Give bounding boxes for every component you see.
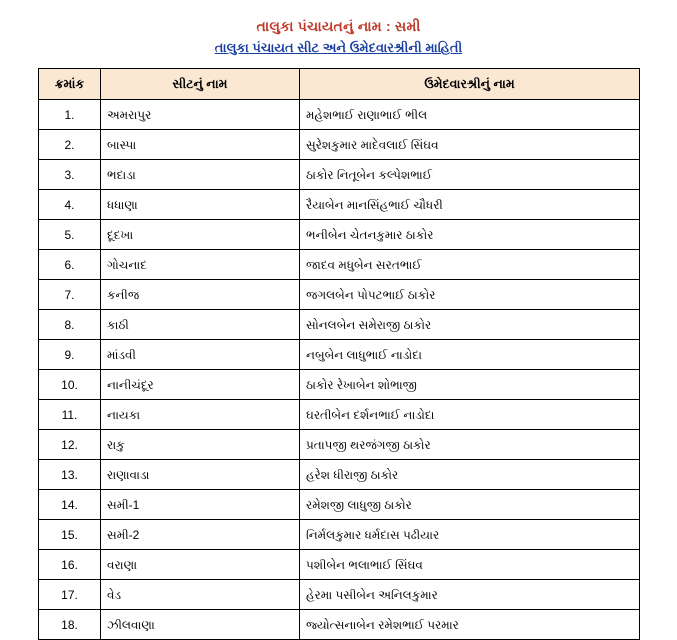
cell-serial: 1. — [39, 100, 101, 130]
table-row — [39, 550, 640, 580]
cell-serial: 16. — [39, 550, 101, 580]
cell-seat: કનીજ — [101, 280, 300, 310]
cell-seat: વેડ — [101, 580, 300, 610]
cell-candidate: મહેશભાઈ રાણાભાઈ ભીલ — [300, 100, 640, 130]
table-row — [39, 220, 640, 250]
cell-serial: 2. — [39, 130, 101, 160]
table-row — [39, 310, 640, 340]
cell-candidate: ઘરતીબેન દર્શનભાઈ નાડોદા — [300, 400, 640, 430]
table-row — [39, 490, 640, 520]
candidates-table — [38, 68, 640, 640]
table-header-row — [39, 69, 640, 100]
cell-seat: રાકુ — [101, 430, 300, 460]
cell-seat: ગોચનાદ — [101, 250, 300, 280]
cell-seat: અમરાપુર — [101, 100, 300, 130]
page-subtitle: તાલુકા પંચાયત સીટ અને ઉમેદવારશ્રીની માહિતી — [214, 40, 463, 55]
cell-serial: 6. — [39, 250, 101, 280]
cell-serial: 9. — [39, 340, 101, 370]
column-header-seat: સીટનું નામ — [101, 69, 300, 100]
cell-seat: ઝીલવાણા — [101, 610, 300, 640]
cell-serial: 14. — [39, 490, 101, 520]
cell-serial: 13. — [39, 460, 101, 490]
table-body — [39, 100, 640, 640]
cell-serial: 15. — [39, 520, 101, 550]
cell-serial: 5. — [39, 220, 101, 250]
cell-candidate: ભનીબેન ચેતનકુમાર ઠાકોર — [300, 220, 640, 250]
cell-serial: 17. — [39, 580, 101, 610]
cell-serial: 12. — [39, 430, 101, 460]
cell-seat: માંડવી — [101, 340, 300, 370]
cell-candidate: ઠાકોર રેખાબેન શોભાજી — [300, 370, 640, 400]
cell-candidate: નબુબેન લાધુભાઈ નાડોદા — [300, 340, 640, 370]
cell-candidate: હરેશ ધીરાજી ઠાકોર — [300, 460, 640, 490]
cell-candidate: સુરેશકુમાર માદેવલાઈ સિંઘવ — [300, 130, 640, 160]
table-row — [39, 610, 640, 640]
table-row — [39, 280, 640, 310]
cell-serial: 4. — [39, 190, 101, 220]
table-row — [39, 190, 640, 220]
cell-candidate: જ્યોત્સનાબેન રમેશભાઈ પરમાર — [300, 610, 640, 640]
cell-candidate: હેરમા પસીબેન અનિલકુમાર — [300, 580, 640, 610]
cell-seat: સમી-1 — [101, 490, 300, 520]
cell-serial: 7. — [39, 280, 101, 310]
cell-seat: બાસ્પા — [101, 130, 300, 160]
table-row — [39, 520, 640, 550]
table-row — [39, 460, 640, 490]
cell-candidate: જગલબેન પોપટભાઈ ઠાકોર — [300, 280, 640, 310]
cell-candidate: પ્રતાપજી થરજંગજી ઠાકોર — [300, 430, 640, 460]
cell-seat: નાયકા — [101, 400, 300, 430]
table-header — [39, 69, 640, 100]
cell-seat: નાનીચંદૂર — [101, 370, 300, 400]
cell-seat: ભદાડા — [101, 160, 300, 190]
cell-seat: દૂદખા — [101, 220, 300, 250]
cell-candidate: નિર્મલકુમાર ધર્મદાસ પઢીયાર — [300, 520, 640, 550]
cell-candidate: ઠાકોર નિતૂબેન કલ્પેશભાઈ — [300, 160, 640, 190]
cell-seat: વરાણા — [101, 550, 300, 580]
cell-serial: 10. — [39, 370, 101, 400]
cell-serial: 3. — [39, 160, 101, 190]
table-row — [39, 400, 640, 430]
table-row — [39, 580, 640, 610]
cell-serial: 18. — [39, 610, 101, 640]
cell-serial: 8. — [39, 310, 101, 340]
cell-seat: રાણાવાડા — [101, 460, 300, 490]
cell-candidate: રમેશજી લાધુજી ઠાકોર — [300, 490, 640, 520]
table-row — [39, 160, 640, 190]
cell-candidate: પશીબેન ભલાભાઈ સિંઘવ — [300, 550, 640, 580]
cell-candidate: સોનલબેન સમેરાજી ઠાકોર — [300, 310, 640, 340]
cell-seat: સમી-2 — [101, 520, 300, 550]
page-title: તાલુકા પંચાયતનું નામ : સમી — [256, 18, 421, 34]
table-row — [39, 430, 640, 460]
table-row — [39, 340, 640, 370]
cell-seat: કાઠી — [101, 310, 300, 340]
table-row — [39, 250, 640, 280]
cell-serial: 11. — [39, 400, 101, 430]
cell-candidate: રૈયાબેન માનસિંહભાઈ ચૌધરી — [300, 190, 640, 220]
table-row — [39, 100, 640, 130]
cell-seat: ધધાણા — [101, 190, 300, 220]
table-row — [39, 130, 640, 160]
column-header-candidate: ઉમેદવારશ્રીનું નામ — [300, 69, 640, 100]
table-row — [39, 370, 640, 400]
cell-candidate: જાદવ મધુબેન સરતભાઈ — [300, 250, 640, 280]
column-header-serial: ક્રમાંક — [39, 69, 101, 100]
